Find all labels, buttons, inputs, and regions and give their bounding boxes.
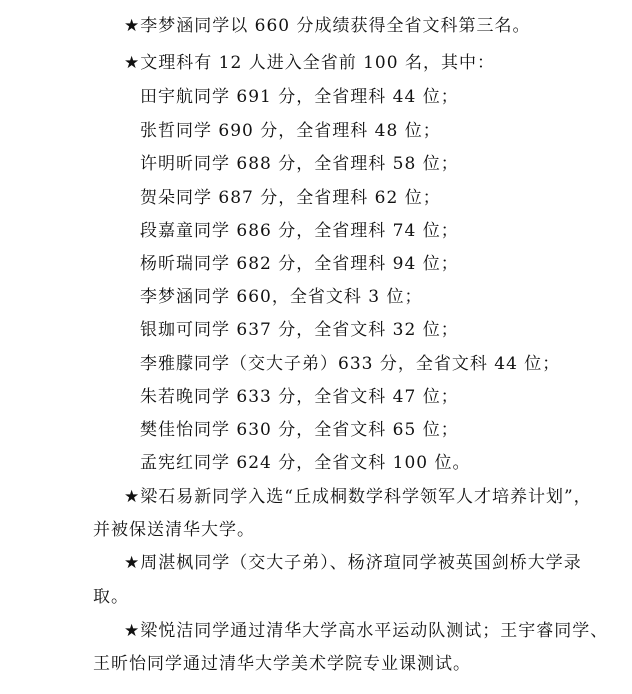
highlight-text: 梁石易新同学入选“丘成桐数学科学领军人才培养计划”， bbox=[140, 487, 592, 507]
ranking-item: 银珈可同学 637 分，全省文科 32 位； bbox=[140, 320, 459, 340]
highlight-text: 周湛枫同学（交大子弟）、杨济瑄同学被英国剑桥大学录 bbox=[140, 553, 582, 573]
ranking-item: 朱若晚同学 633 分，全省文科 47 位； bbox=[140, 387, 459, 407]
highlight-3-continued: 并被保送清华大学。 bbox=[93, 520, 255, 540]
ranking-item: 许明昕同学 688 分，全省理科 58 位； bbox=[140, 154, 459, 174]
ranking-item: 樊佳怡同学 630 分，全省文科 65 位； bbox=[140, 420, 459, 440]
highlight-4-continued: 取。 bbox=[93, 587, 129, 607]
ranking-item: 张哲同学 690 分，全省理科 48 位； bbox=[140, 121, 441, 141]
highlight-text: 李梦涵同学以 660 分成绩获得全省文科第三名。 bbox=[140, 16, 531, 36]
highlight-text: 文理科有 12 人进入全省前 100 名，其中： bbox=[140, 53, 495, 73]
ranking-item: 田宇航同学 691 分，全省理科 44 位； bbox=[140, 87, 459, 107]
highlight-5 bbox=[124, 621, 608, 641]
ranking-item: 李雅朦同学（交大子弟）633 分，全省文科 44 位； bbox=[140, 354, 561, 374]
highlight-4 bbox=[124, 553, 582, 573]
highlight-2 bbox=[124, 53, 495, 73]
highlight-5-continued: 王昕怡同学通过清华大学美术学院专业课测试。 bbox=[93, 654, 471, 674]
ranking-item: 贺朵同学 687 分，全省理科 62 位； bbox=[140, 188, 441, 208]
star-icon: ★ bbox=[124, 16, 141, 36]
star-icon: ★ bbox=[124, 621, 141, 641]
ranking-item: 李梦涵同学 660，全省文科 3 位； bbox=[140, 287, 423, 307]
star-icon: ★ bbox=[124, 553, 141, 573]
highlight-3 bbox=[124, 487, 592, 507]
ranking-item: 段嘉童同学 686 分，全省理科 74 位； bbox=[140, 221, 459, 241]
star-icon: ★ bbox=[124, 487, 141, 507]
highlight-text: 梁悦洁同学通过清华大学高水平运动队测试；王宇睿同学、 bbox=[140, 621, 609, 641]
ranking-item: 孟宪红同学 624 分，全省文科 100 位。 bbox=[140, 453, 471, 473]
star-icon: ★ bbox=[124, 53, 141, 73]
highlight-1 bbox=[124, 16, 531, 36]
ranking-item: 杨昕瑞同学 682 分，全省理科 94 位； bbox=[140, 254, 459, 274]
